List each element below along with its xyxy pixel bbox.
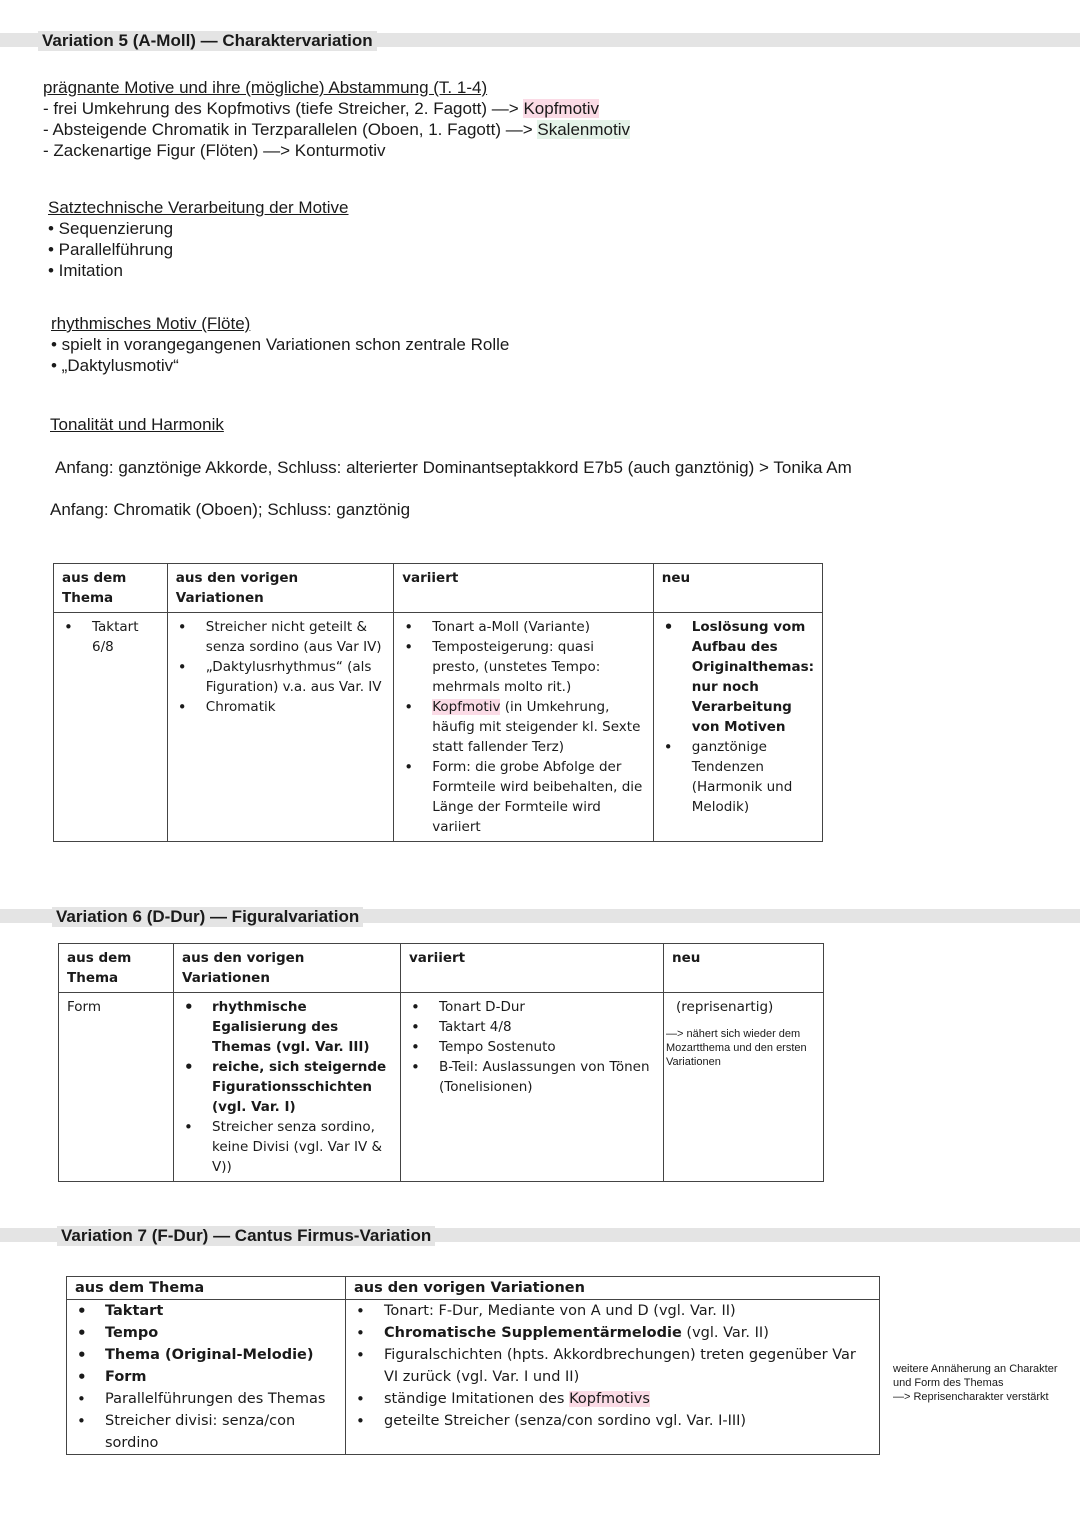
var7-cell-vorige <box>346 1300 880 1455</box>
var6-cell-thema: Form <box>59 993 174 1182</box>
list-item: • Tonart: F-Dur, Mediante von A und D (vgl. Var. II) <box>354 1300 871 1322</box>
var7-side-note: weitere Annäherung an Charakter und Form des Themas —> Reprisencharakter verstärkt <box>893 1363 1058 1403</box>
var6-th-vorige: aus den vorigen Variationen <box>174 944 401 993</box>
var5-cell-thema <box>54 613 168 842</box>
var5-motive-line-2: - Absteigende Chromatik in Terzparallelen (Oboen, 1. Fagott) —> Skalenmotiv <box>43 120 630 139</box>
list-item: • Taktart 4/8 <box>409 1017 655 1037</box>
var6-th-thema: aus dem Thema <box>59 944 174 993</box>
list-item: • Taktart 6/8 <box>62 617 159 657</box>
list-item: • Kopfmotiv (in Umkehrung, häufig mit steigender kl. Sexte statt fallender Terz) <box>402 697 645 757</box>
list-item: • Streicher nicht geteilt & senza sordino (aus Var IV) <box>176 617 385 657</box>
var5-th-thema: aus dem Thema <box>54 564 168 613</box>
list-item: • Streicher divisi: senza/con sordino <box>75 1410 337 1454</box>
list-item: • rhythmische Egalisierung des Themas (vgl. Var. III) <box>182 997 392 1057</box>
var5-satz-item: • Imitation <box>48 261 123 280</box>
list-item: • Tonart D-Dur <box>409 997 655 1017</box>
list-item: • Form: die grobe Abfolge der Formteile wird beibehalten, die Länge der Formteile wird variiert <box>402 757 645 837</box>
var5-th-variiert: variiert <box>394 564 654 613</box>
list-item: • geteilte Streicher (senza/con sordino vgl. Var. I-III) <box>354 1410 871 1432</box>
var5-th-neu: neu <box>653 564 822 613</box>
list-item: • reiche, sich steigernde Figurationsschichten (vgl. Var. I) <box>182 1057 392 1117</box>
list-item: • Temposteigerung: quasi presto, (unstetes Tempo: mehrmals molto rit.) <box>402 637 645 697</box>
var7-cell-thema <box>67 1300 346 1455</box>
var5-heading: Variation 5 (A-Moll) — Charaktervariation <box>38 31 377 51</box>
var5-satz-item: • Parallelführung <box>48 240 174 259</box>
var6-cell-variiert <box>401 993 664 1182</box>
list-item: • Chromatische Supplementärmelodie (vgl. Var. II) <box>354 1322 871 1344</box>
var5-satz-item: • Sequenzierung <box>48 219 174 238</box>
var5-satz-section <box>48 197 349 281</box>
var5-rhythm-item: • „Daktylusmotiv“ <box>51 356 179 375</box>
var5-satz-heading: Satztechnische Verarbeitung der Motive <box>48 198 349 217</box>
list-item: • „Daktylusrhythmus“ (als Figuration) v.a. aus Var. IV <box>176 657 385 697</box>
var5-motive-heading: prägnante Motive und ihre (mögliche) Abstammung (T. 1-4) <box>43 78 488 97</box>
var5-tonal-heading: Tonalität und Harmonik <box>50 415 224 434</box>
var5-cell-vorige <box>167 613 393 842</box>
var6-th-variiert: variiert <box>401 944 664 993</box>
var6-cell-neu: (reprisenartig) —> nähert sich wieder dem Mozartthema und den ersten Variationen <box>664 993 824 1182</box>
var5-motive-line-3: - Zackenartige Figur (Flöten) —> Konturmotiv <box>43 141 386 160</box>
var5-tonal-line-1: Anfang: ganztönige Akkorde, Schluss: alterierter Dominantseptakkord E7b5 (auch ganztönig) > Tonika Am <box>55 458 852 477</box>
var7-table <box>66 1276 880 1455</box>
var6-cell-vorige <box>174 993 401 1182</box>
var7-th-vorige: aus den vorigen Variationen <box>346 1277 880 1300</box>
list-item: • Thema (Original-Melodie) <box>75 1344 337 1366</box>
list-item: • Loslösung vom Aufbau des Originalthemas: nur noch Verarbeitung von Motiven <box>662 617 814 737</box>
var5-motive-line-1: - frei Umkehrung des Kopfmotivs (tiefe Streicher, 2. Fagott) —> Kopfmotiv <box>43 99 600 118</box>
var5-rhythm-section <box>51 313 509 376</box>
var5-table <box>53 563 823 842</box>
list-item: • Tempo Sostenuto <box>409 1037 655 1057</box>
var7-heading: Variation 7 (F-Dur) — Cantus Firmus-Variation <box>57 1226 435 1246</box>
var6-neu-note: —> nähert sich wieder dem Mozartthema und den ersten Variationen <box>666 1028 807 1068</box>
list-item: • ganztönige Tendenzen (Harmonik und Melodik) <box>662 737 814 817</box>
var7-th-thema: aus dem Thema <box>67 1277 346 1300</box>
var5-rhythm-heading: rhythmisches Motiv (Flöte) <box>51 314 251 333</box>
var6-th-neu: neu <box>664 944 824 993</box>
var5-cell-variiert <box>394 613 654 842</box>
var5-cell-neu <box>653 613 822 842</box>
list-item: • Chromatik <box>176 697 385 717</box>
list-item: • Taktart <box>75 1300 337 1322</box>
list-item: • Streicher senza sordino, keine Divisi (vgl. Var IV & V)) <box>182 1117 392 1177</box>
list-item: • Parallelführungen des Themas <box>75 1388 337 1410</box>
list-item: • Form <box>75 1366 337 1388</box>
var5-tonal-line-2: Anfang: Chromatik (Oboen); Schluss: ganztönig <box>50 500 411 519</box>
var5-th-vorige: aus den vorigen Variationen <box>167 564 393 613</box>
var5-rhythm-item: • spielt in vorangegangenen Variationen schon zentrale Rolle <box>51 335 510 354</box>
list-item: • Figuralschichten (hpts. Akkordbrechungen) treten gegenüber Var VI zurück (vgl. Var. I und II) <box>354 1344 871 1388</box>
list-item: • ständige Imitationen des Kopfmotivs <box>354 1388 871 1410</box>
var6-table <box>58 943 824 1182</box>
list-item: • B-Teil: Auslassungen von Tönen (Tonelisionen) <box>409 1057 655 1097</box>
list-item: • Tonart a-Moll (Variante) <box>402 617 645 637</box>
list-item: • Tempo <box>75 1322 337 1344</box>
var6-heading: Variation 6 (D-Dur) — Figuralvariation <box>52 907 363 927</box>
var5-motive-section <box>43 77 630 161</box>
